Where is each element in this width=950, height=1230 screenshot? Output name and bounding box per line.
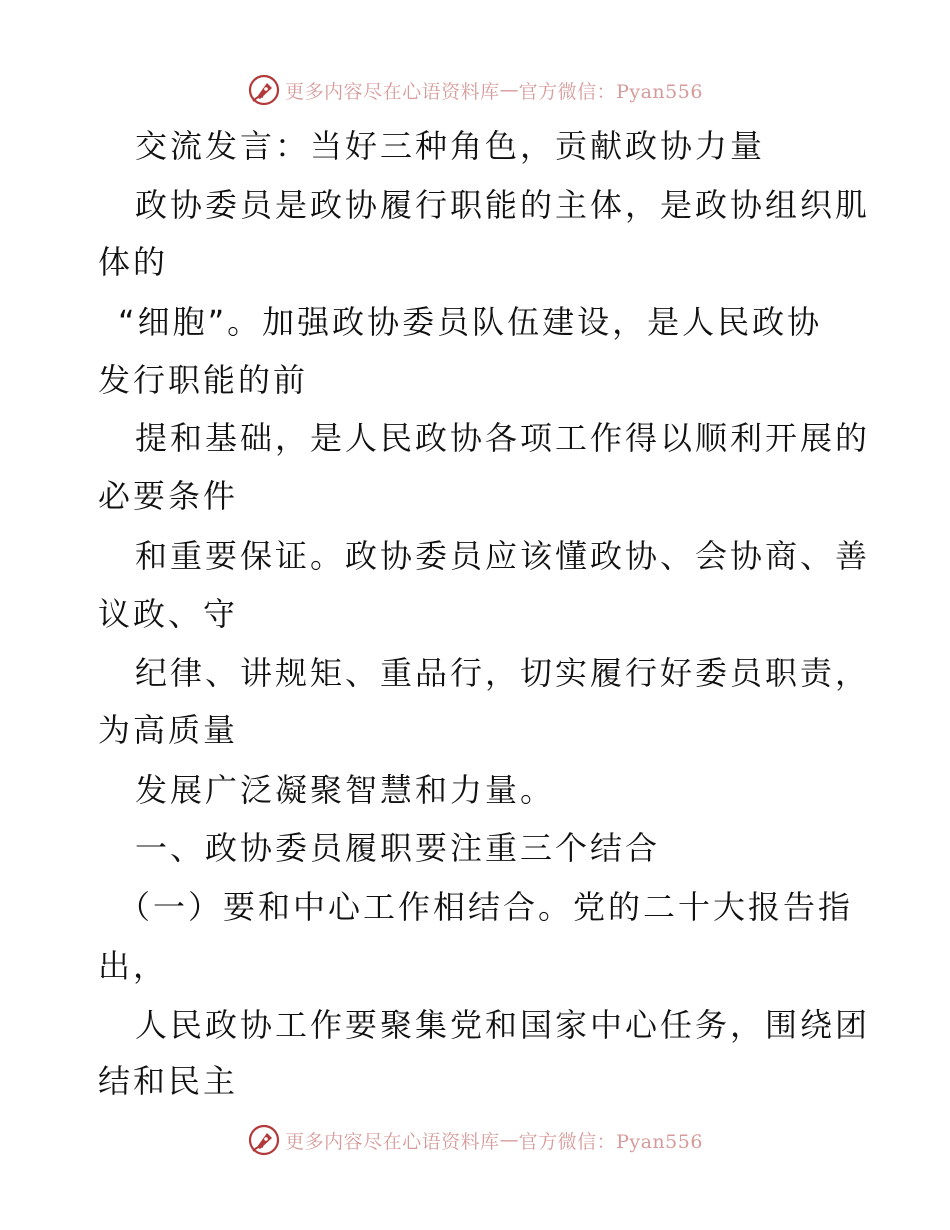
- paragraph-line: 结和民主: [98, 1062, 239, 1100]
- paragraph-line: 发展广泛凝聚智慧和力量。: [135, 771, 556, 809]
- paragraph-line: 提和基础，是人民政协各项工作得以顺利开展的: [135, 419, 871, 457]
- paragraph-line: 和重要保证。政协委员应该懂政协、会协商、善: [135, 537, 871, 575]
- footer-watermark: [0, 1120, 950, 1160]
- paragraph-line: 议政、守: [98, 595, 239, 633]
- paragraph-line: “细胞”。加强政协委员队伍建设，是人民政协: [118, 303, 823, 341]
- watermark-separator: —: [499, 79, 519, 101]
- pen-nib-logo-icon: [247, 73, 281, 107]
- watermark-separator: —: [499, 1129, 519, 1151]
- subsection-heading: （一）要和中心工作相结合。党的二十大报告指: [118, 888, 854, 926]
- watermark-contact: 官方微信：Pyan556: [518, 1130, 703, 1153]
- paragraph-line: 纪律、讲规矩、重品行，切实履行好委员职责，: [135, 654, 871, 692]
- pen-nib-logo-icon: [247, 1123, 281, 1157]
- watermark-text: 更多内容尽在心语资料库: [285, 1130, 500, 1153]
- watermark-contact: 官方微信：Pyan556: [518, 80, 703, 103]
- paragraph-line: 出，: [98, 947, 169, 985]
- paragraph-line: 为高质量: [98, 711, 239, 749]
- watermark-text: 更多内容尽在心语资料库: [285, 80, 500, 103]
- paragraph-line: 体的: [98, 243, 169, 281]
- paragraph-line: 政协委员是政协履行职能的主体，是政协组织肌: [135, 186, 871, 224]
- paragraph-line: 人民政协工作要聚集党和国家中心任务，围绕团: [135, 1006, 871, 1044]
- paragraph-line: 发行职能的前: [98, 361, 309, 399]
- header-watermark: [0, 70, 950, 110]
- section-heading: 一、政协委员履职要注重三个结合: [135, 829, 661, 867]
- document-title: 交流发言：当好三种角色，贡献政协力量: [135, 127, 766, 165]
- paragraph-line: 必要条件: [98, 477, 239, 515]
